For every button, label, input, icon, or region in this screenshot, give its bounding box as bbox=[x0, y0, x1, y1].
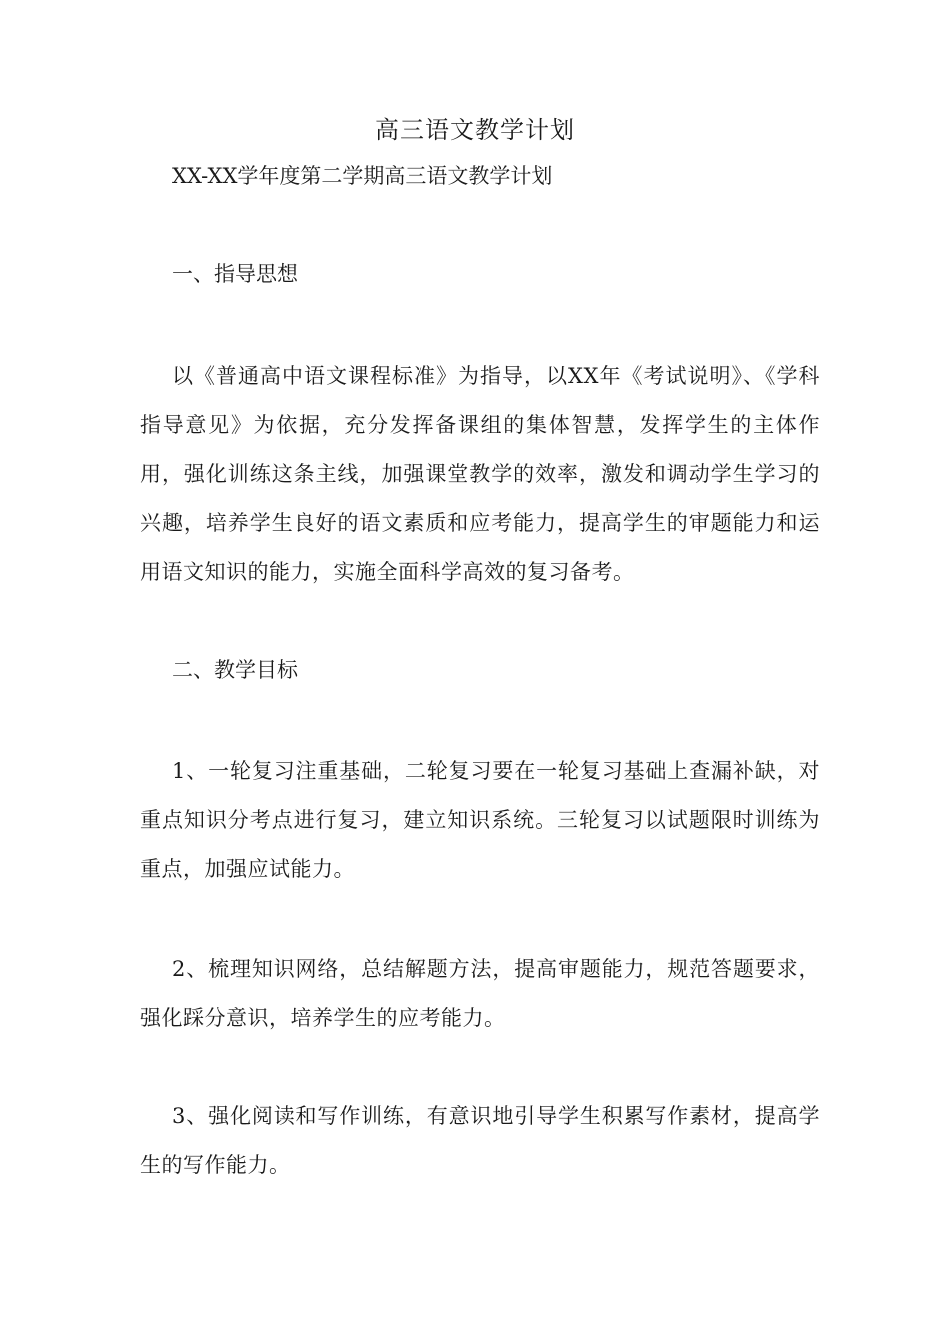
document-subtitle: XX-XX学年度第二学期高三语文教学计划 bbox=[172, 164, 553, 188]
paragraph-goal-2: 2、梳理知识网络，总结解题方法，提高审题能力，规范答题要求，强化踩分意识，培养学生的应考能力。 bbox=[140, 957, 820, 1030]
section-heading-teaching-goals: 二、教学目标 bbox=[172, 658, 298, 682]
paragraph-goal-1: 1、一轮复习注重基础，二轮复习要在一轮复习基础上查漏补缺，对重点知识分考点进行复习，建立知识系统。三轮复习以试题限时训练为重点，加强应试能力。 bbox=[140, 759, 820, 881]
section-heading-guiding-thought: 一、指导思想 bbox=[172, 262, 298, 286]
paragraph-guiding-thought: 以《普通高中语文课程标准》为指导，以XX年《考试说明》、《学科指导意见》为依据，充分发挥备课组的集体智慧，发挥学生的主体作用，强化训练这条主线，加强课堂教学的效率，激发和调动学生学习的兴趣，培养学生良好的语文素质和应考能力，提高学生的审题能力和运用语文知识的能力，实施全面科学高效的复习备考。 bbox=[140, 364, 820, 584]
document-title: 高三语文教学计划 bbox=[375, 116, 575, 144]
paragraph-goal-3: 3、强化阅读和写作训练，有意识地引导学生积累写作素材，提高学生的写作能力。 bbox=[140, 1104, 820, 1177]
